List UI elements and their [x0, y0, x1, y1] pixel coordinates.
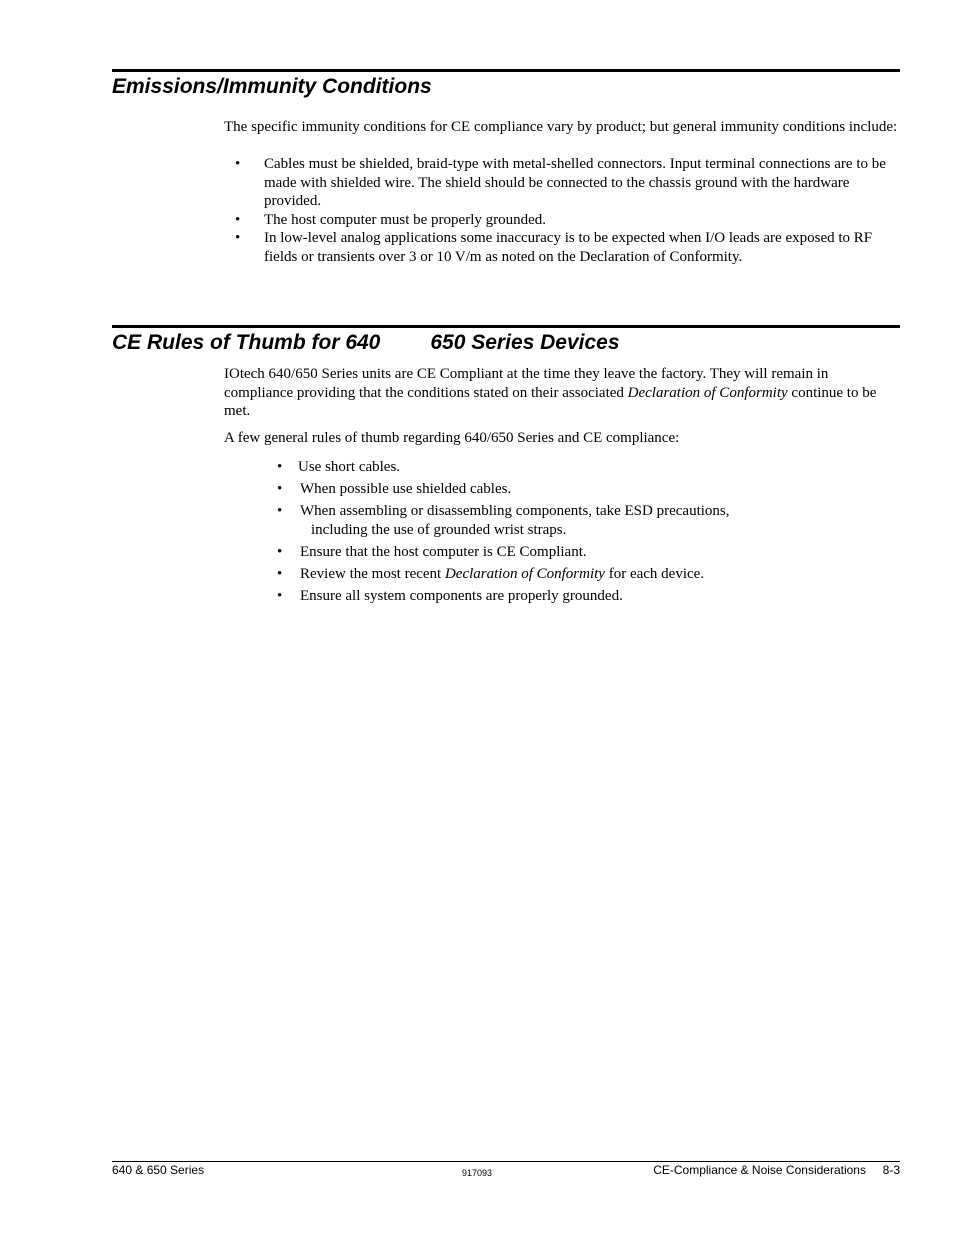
rules-of-thumb-list — [270, 458, 900, 609]
list-item: • Ensure that the host computer is CE Compliant. — [277, 543, 587, 560]
bullet-icon: • — [277, 587, 283, 604]
bullet-icon: • — [277, 503, 283, 519]
footer-right: CE-Compliance & Noise Considerations 8-3 — [653, 1163, 900, 1177]
list-item: • The host computer must be properly grounded. — [235, 211, 547, 228]
list-item: • Use short cables. — [277, 459, 401, 475]
bullet-icon: • — [277, 543, 283, 560]
footer-doc-number: 917093 — [462, 1168, 493, 1178]
bullet-icon: • — [235, 156, 241, 172]
bullet-icon: • — [277, 459, 283, 475]
immunity-conditions-list — [224, 155, 900, 266]
bullet-icon: • — [277, 565, 283, 582]
rules-intro-paragraph: A few general rules of thumb regarding 640/650 Series and CE compliance: — [224, 430, 680, 446]
list-item: • When possible use shielded cables. — [277, 481, 512, 497]
bullet-icon: • — [235, 211, 241, 228]
section-rule-middle — [112, 325, 900, 328]
compliance-paragraph: IOtech 640/650 Series units are CE Compliant at the time they leave the factory. They will remain in compliance providing that the conditions stated on their associated Declaration of Conformity continue to be met. — [224, 366, 877, 419]
list-item: • When assembling or disassembling components, take ESD precautions, including the use of grounded wrist straps. — [277, 503, 730, 538]
list-item: • Ensure all system components are properly grounded. — [277, 587, 623, 604]
section-heading-rules-of-thumb: CE Rules of Thumb for 640 650 Series Devices — [112, 331, 620, 354]
immunity-intro-paragraph: The specific immunity conditions for CE compliance vary by product; but general immunity conditions include: — [224, 119, 898, 135]
bullet-icon: • — [235, 230, 241, 246]
list-item: • Review the most recent Declaration of Conformity for each device. — [277, 565, 705, 582]
section-rule-top — [112, 69, 900, 72]
section-heading-emissions: Emissions/Immunity Conditions — [112, 75, 432, 98]
bullet-icon: • — [277, 481, 283, 497]
list-item: • Cables must be shielded, braid-type with metal-shelled connectors. Input terminal connections are to be made with shielded wire. The shield should be connected to the chassis ground with the hardware provided. — [235, 156, 886, 209]
declaration-of-conformity-ref: Declaration of Conformity — [627, 384, 788, 401]
list-item: • In low-level analog applications some inaccuracy is to be expected when I/O leads are exposed to RF fields or transients over 3 or 10 V/m as noted on the Declaration of Conformity. — [235, 230, 873, 265]
footer-left: 640 & 650 Series — [112, 1163, 205, 1177]
